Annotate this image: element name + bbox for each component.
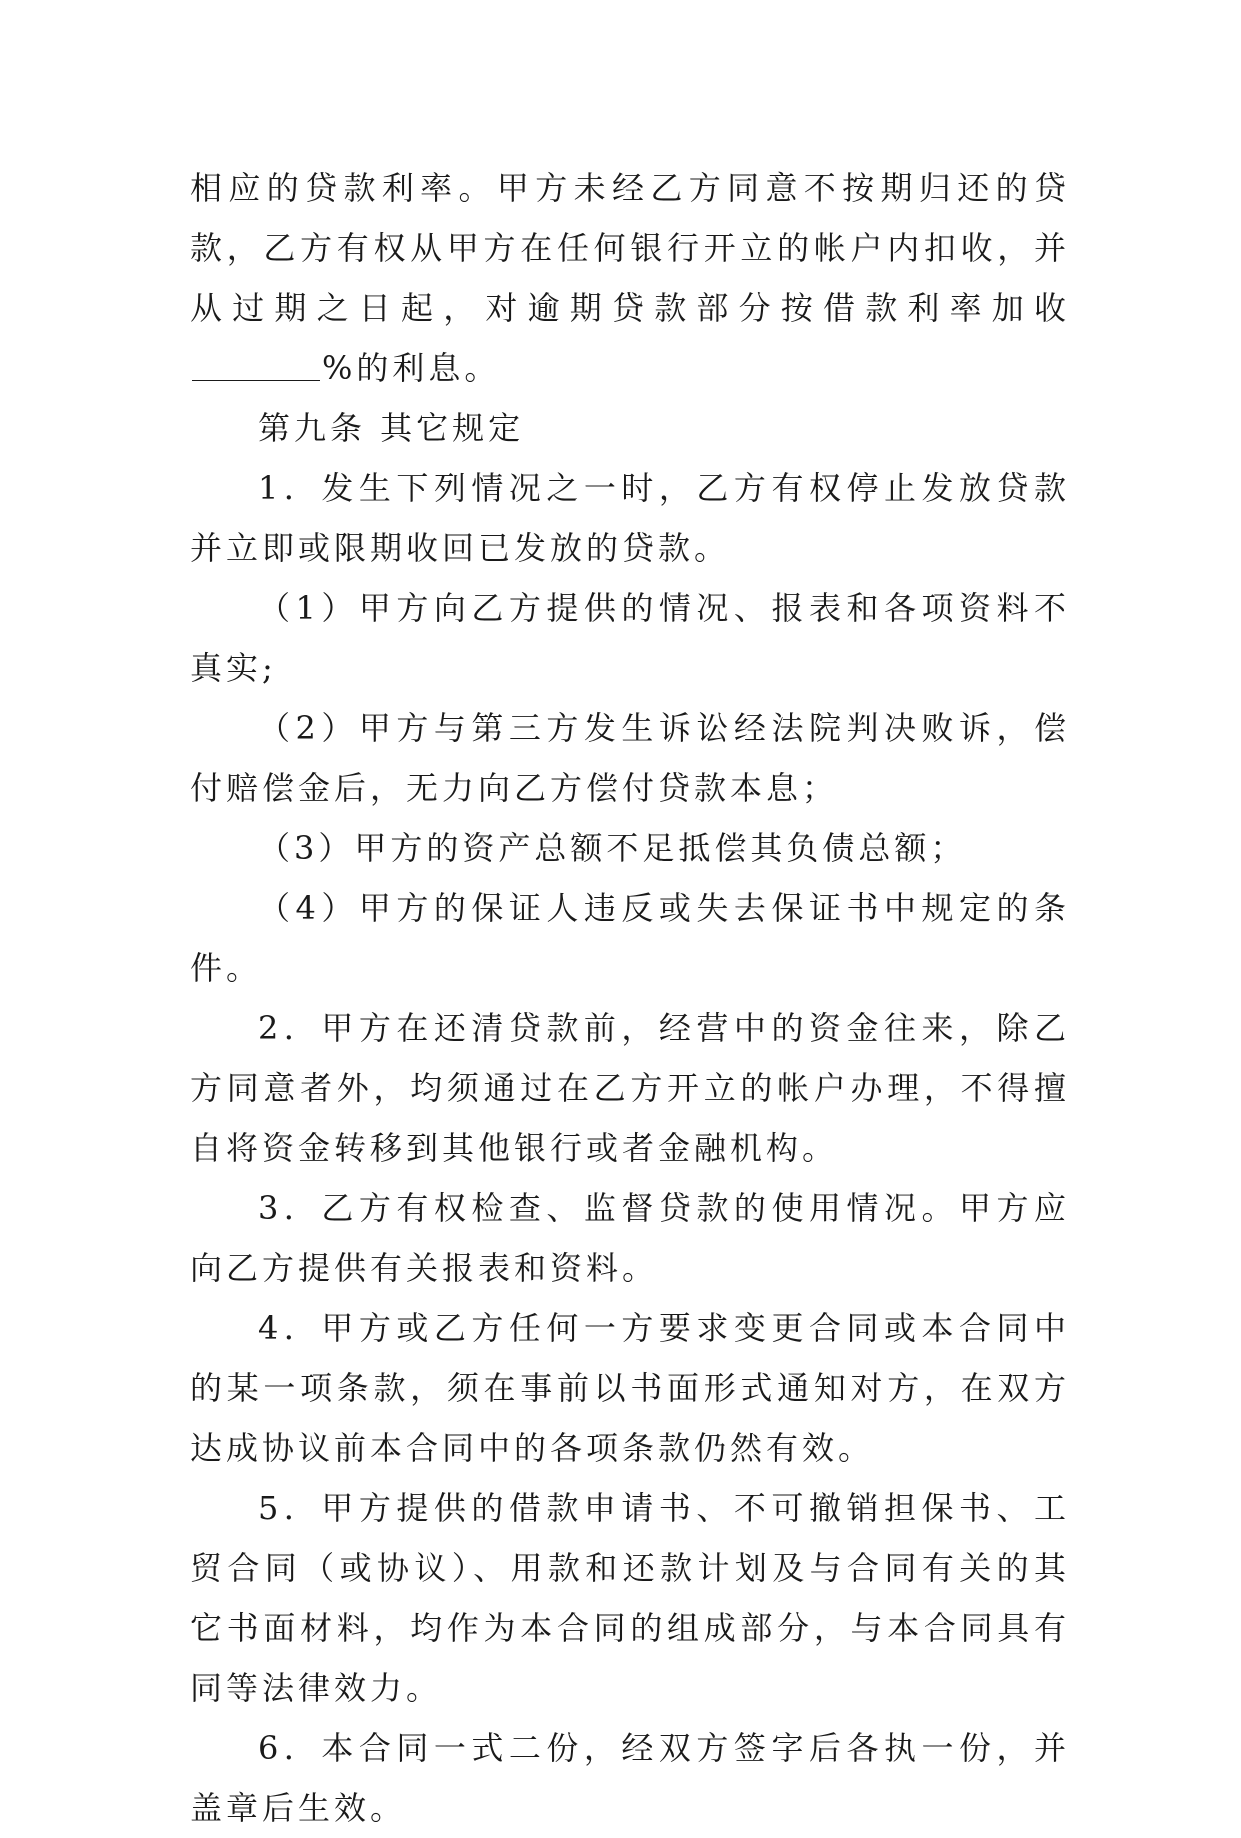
article-heading: 第九条 其它规定: [258, 409, 525, 447]
clause-6: 6．本合同一式二份，经双方签字后各执一份，并盖章后生效。: [190, 1729, 1070, 1827]
continuation-paragraph: [190, 158, 1070, 398]
continuation-text-end: %的利息。: [322, 349, 501, 387]
clause-2: 2．甲方在还清贷款前，经营中的资金往来，除乙方同意者外，均须通过在乙方开立的帐户办理，不得擅自将资金转移到其他银行或者金融机构。: [190, 1009, 1070, 1167]
clause-1-item-3: （3）甲方的资产总额不足抵偿其负债总额；: [258, 829, 967, 867]
interest-rate-blank: [192, 340, 320, 381]
continuation-text: 相应的贷款利率。甲方未经乙方同意不按期归还的贷款，乙方有权从甲方在任何银行开立的帐户内扣收，并从过期之日起，对逾期贷款部分按借款利率加收: [190, 169, 1070, 327]
clause-3: 3．乙方有权检查、监督贷款的使用情况。甲方应向乙方提供有关报表和资料。: [190, 1189, 1070, 1287]
clause-1-item-1: （1）甲方向乙方提供的情况、报表和各项资料不真实;: [190, 589, 1070, 687]
clause-1-item-2: （2）甲方与第三方发生诉讼经法院判决败诉，偿付赔偿金后，无力向乙方偿付贷款本息；: [190, 709, 1070, 807]
clause-1-item-4: （4）甲方的保证人违反或失去保证书中规定的条件。: [190, 889, 1070, 987]
clause-4: 4．甲方或乙方任何一方要求变更合同或本合同中的某一项条款，须在事前以书面形式通知对方，在双方达成协议前本合同中的各项条款仍然有效。: [190, 1309, 1070, 1467]
document-body: [190, 158, 1070, 1838]
clause-1: 1．发生下列情况之一时，乙方有权停止发放贷款并立即或限期收回已发放的贷款。: [190, 469, 1070, 567]
clause-5: 5．甲方提供的借款申请书、不可撤销担保书、工贸合同（或协议）、用款和还款计划及与合同有关的其它书面材料，均作为本合同的组成部分，与本合同具有同等法律效力。: [190, 1489, 1070, 1707]
